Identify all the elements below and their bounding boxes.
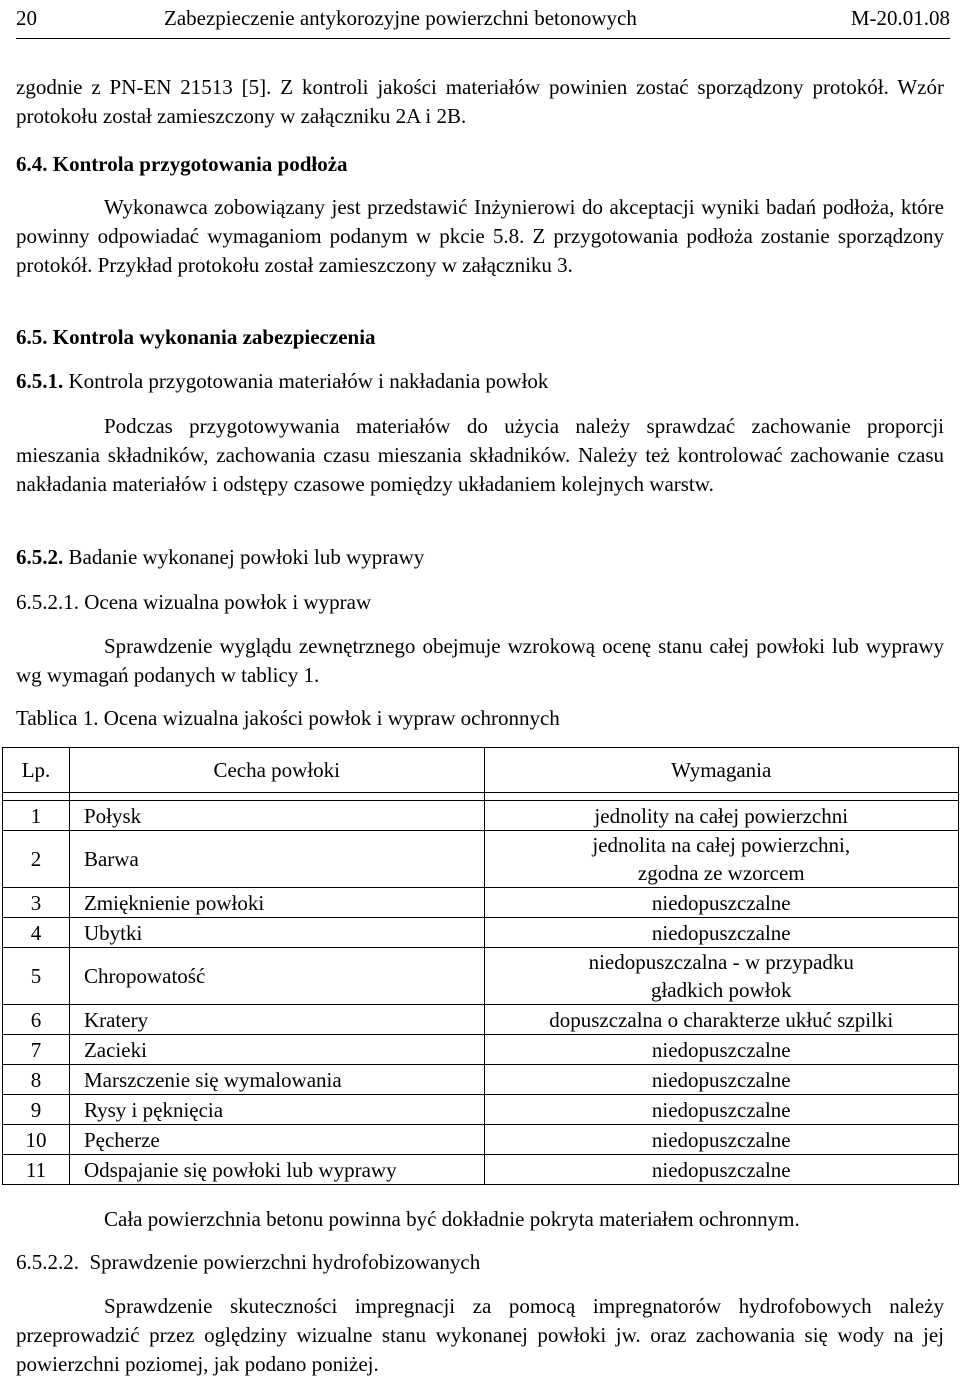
- visual-assessment-table: [2, 747, 959, 1185]
- row-requirement: [484, 888, 959, 918]
- section-6-5-2-2-heading: 6.5.2.2. Sprawdzenie powierzchni hydrofobizowanych: [16, 1250, 481, 1274]
- row-lp: 8: [3, 1065, 70, 1095]
- section-6-5-2-title: Badanie wykonanej powłoki lub wyprawy: [63, 545, 425, 569]
- row-feature: Zacieki: [69, 1035, 484, 1065]
- section-6-5-heading: 6.5. Kontrola wykonania zabezpieczenia: [16, 325, 376, 349]
- requirement-line: niedopuszczalne: [651, 890, 791, 915]
- row-feature: Chropowatość: [69, 948, 484, 1005]
- row-lp: 4: [3, 918, 70, 948]
- section-6-4-paragraph: Wykonawca zobowiązany jest przedstawić Inżynierowi do akceptacji wyniki badań podłoża, które powinny odpowiadać wymaganiom podanym w pkcie 5.8. Z przygotowania podłoża zostanie sporządzony protokół. Przykład protokołu został zamieszczony w załączniku 3.: [16, 195, 944, 277]
- row-lp: 1: [3, 801, 70, 831]
- row-feature: Rysy i pęknięcia: [69, 1095, 484, 1125]
- header-rule: [16, 38, 950, 39]
- requirement-line: niedopuszczalne: [651, 1097, 791, 1122]
- table-row: [3, 918, 959, 948]
- requirement-line: niedopuszczalna - w przypadku: [588, 950, 854, 974]
- table-row: [3, 1035, 959, 1065]
- row-lp: 6: [3, 1005, 70, 1035]
- table-row: [3, 888, 959, 918]
- page-header: [16, 4, 950, 34]
- after-table-paragraph: Cała powierzchnia betonu powinna być dokładnie pokryta materiałem ochronnym.: [104, 1207, 800, 1231]
- table-row: [3, 948, 959, 1005]
- requirement-line: gładkich powłok: [650, 978, 792, 1002]
- requirement-line: zgodna ze wzorcem: [637, 861, 805, 885]
- intro-paragraph: zgodnie z PN-EN 21513 [5]. Z kontroli jakości materiałów powinien zostać sporządzony protokół. Wzór protokołu został zamieszczony w załączniku 2A i 2B.: [16, 75, 944, 128]
- row-requirement: [484, 1125, 959, 1155]
- row-requirement: [484, 1155, 959, 1185]
- row-feature: Kratery: [69, 1005, 484, 1035]
- requirement-line: jednolita na całej powierzchni,: [592, 833, 851, 857]
- row-feature: Odspajanie się powłoki lub wyprawy: [69, 1155, 484, 1185]
- requirement-line: niedopuszczalne: [651, 1037, 791, 1062]
- requirement-line: niedopuszczalne: [651, 920, 791, 945]
- requirement-line: jednolity na całej powierzchni: [594, 803, 849, 828]
- table-caption: Tablica 1. Ocena wizualna jakości powłok i wypraw ochronnych: [16, 706, 560, 730]
- header-feature: Cecha powłoki: [69, 748, 484, 793]
- requirement-line: niedopuszczalne: [651, 1157, 791, 1182]
- section-6-5-2-1-paragraph: Sprawdzenie wyglądu zewnętrznego obejmuje wzrokową ocenę stanu całej powłoki lub wyprawy wg wymagań podanych w tablicy 1.: [16, 634, 944, 687]
- section-6-5-2-heading: [16, 543, 944, 572]
- table-header-gap: [3, 793, 959, 801]
- row-lp: 9: [3, 1095, 70, 1125]
- table-row: [3, 801, 959, 831]
- table-row: [3, 1155, 959, 1185]
- section-6-5-1-number: 6.5.1.: [16, 369, 64, 393]
- table-row: [3, 1125, 959, 1155]
- row-requirement: [484, 1095, 959, 1125]
- document-title: Zabezpieczenie antykorozyjne powierzchni betonowych: [164, 6, 637, 30]
- row-feature: Połysk: [69, 801, 484, 831]
- row-feature: Zmięknienie powłoki: [69, 888, 484, 918]
- header-requirement: Wymagania: [484, 748, 959, 793]
- row-requirement: [484, 801, 959, 831]
- section-6-5-1-paragraph: Podczas przygotowywania materiałów do użycia należy sprawdzać zachowanie proporcji mieszania składników, zachowania czasu mieszania składników. Należy też kontrolować zachowanie czasu nakładania materiałów i odstępy czasowe pomiędzy układaniem kolejnych warstw.: [16, 414, 944, 496]
- section-6-5-2-number: 6.5.2.: [16, 545, 64, 569]
- row-lp: 2: [3, 831, 70, 888]
- row-feature: Barwa: [69, 831, 484, 888]
- table-body: [3, 801, 959, 1185]
- requirement-line: niedopuszczalne: [651, 1067, 791, 1092]
- row-requirement: [484, 1065, 959, 1095]
- row-lp: 11: [3, 1155, 70, 1185]
- requirement-line: niedopuszczalne: [651, 1127, 791, 1152]
- table-row: [3, 1095, 959, 1125]
- section-6-5-1-heading: [16, 367, 944, 396]
- section-6-5-1-title: Kontrola przygotowania materiałów i nakładania powłok: [63, 369, 549, 393]
- row-feature: Marszczenie się wymalowania: [69, 1065, 484, 1095]
- page-number: 20: [16, 6, 37, 30]
- table-header-row: [3, 748, 959, 793]
- row-requirement: [484, 831, 959, 888]
- table-row: [3, 831, 959, 888]
- row-lp: 10: [3, 1125, 70, 1155]
- table-row: [3, 1005, 959, 1035]
- section-6-4-heading: 6.4. Kontrola przygotowania podłoża: [16, 152, 348, 176]
- row-requirement: [484, 948, 959, 1005]
- row-lp: 3: [3, 888, 70, 918]
- row-requirement: [484, 1035, 959, 1065]
- specification-code: M-20.01.08: [850, 6, 950, 30]
- table-row: [3, 1065, 959, 1095]
- row-requirement: [484, 918, 959, 948]
- header-lp: Lp.: [3, 748, 70, 793]
- section-6-5-2-1-heading: 6.5.2.1. Ocena wizualna powłok i wypraw: [16, 590, 372, 614]
- requirement-line: dopuszczalna o charakterze ukłuć szpilki: [549, 1007, 894, 1032]
- row-feature: Pęcherze: [69, 1125, 484, 1155]
- row-lp: 7: [3, 1035, 70, 1065]
- row-requirement: [484, 1005, 959, 1035]
- section-6-5-2-2-paragraph: Sprawdzenie skuteczności impregnacji za pomocą impregnatorów hydrofobowych należy przeprowadzić przez oględziny wizualne stanu wykonanej powłoki jw. oraz zachowania się wody na jej powierzchni poziomej, jak podano poniżej.: [16, 1294, 944, 1376]
- row-feature: Ubytki: [69, 918, 484, 948]
- row-lp: 5: [3, 948, 70, 1005]
